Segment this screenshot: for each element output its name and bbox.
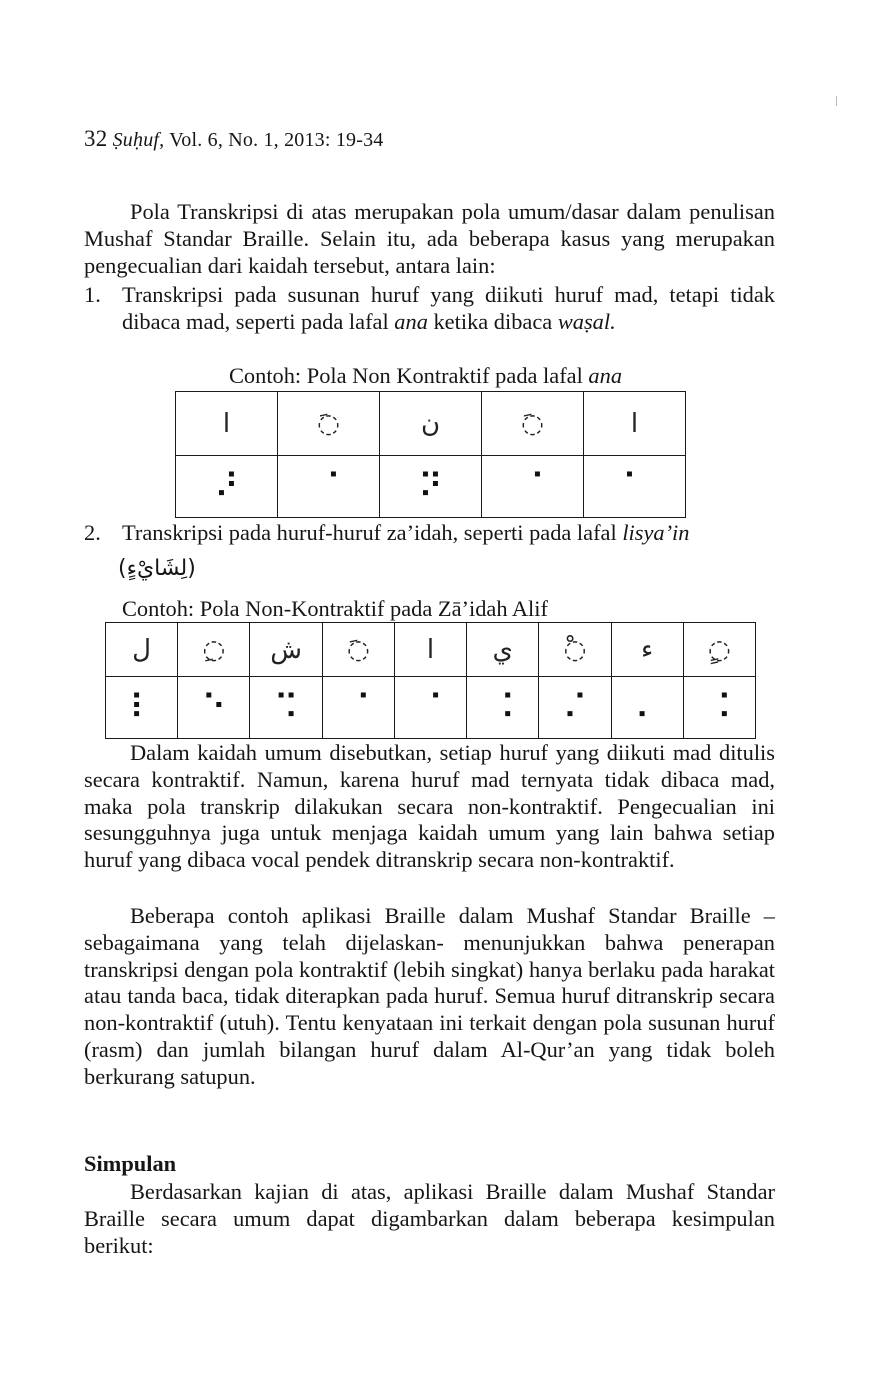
list-item-1-text: Transkripsi pada susunan huruf yang diikuti huruf mad, tetapi tidak dibaca mad, seperti pada lafal: [122, 282, 775, 334]
table2-letter: ء: [611, 623, 683, 677]
list-number-1: 1.: [84, 282, 101, 307]
table1-letter: ن: [380, 392, 482, 456]
conclusion-paragraph: Berdasarkan kajian di atas, aplikasi Braille dalam Mushaf Standar Braille secara umum dapat digambarkan dalam beberapa kesimpulan berikut:: [84, 1179, 775, 1258]
table1-letter: ا: [584, 392, 686, 456]
table1-letter-row: [176, 392, 686, 456]
table2-letter: ي: [467, 623, 539, 677]
list-item-1: [122, 282, 775, 336]
table2-braille-cell: ⠨: [683, 677, 755, 739]
list-item-1-text-mid: ketika dibaca: [427, 308, 558, 334]
list-item-1-term: ana: [394, 308, 428, 334]
table2-braille-cell: ⠄: [611, 677, 683, 739]
running-header: [84, 126, 384, 152]
table2-letter: ◌ِ: [178, 623, 250, 677]
table2-braille-cell: ⠈: [322, 677, 394, 739]
table2-braille-cell: ⠩: [250, 677, 322, 739]
list-item-2-text: Transkripsi pada huruf-huruf za’idah, seperti pada lafal: [122, 520, 623, 545]
section-heading-simpulan: Simpulan: [84, 1151, 177, 1176]
list-item-1-term-2: waṣal.: [557, 308, 616, 334]
table2-braille-cell: ⠨: [467, 677, 539, 739]
journal-name: Ṣuḥuf,: [112, 129, 165, 151]
table2-letter: ش: [250, 623, 322, 677]
body-paragraph-1: Dalam kaidah umum disebutkan, setiap huruf yang diikuti mad ditulis secara kontraktif. Namun, karena huruf mad ternyata tidak dibaca mad, maka pola transkrip dilakukan secara non-kontraktif. Pengecualian ini sesungguhnya juga untuk menjaga kaidah umum yang lain bahwa setiap huruf yang dibaca vocal pendek ditranskrip secara non-kontraktif.: [84, 740, 775, 873]
page-number: 32: [84, 126, 108, 151]
table2-braille-cell: ⠌: [539, 677, 611, 739]
list-number-2: 2.: [84, 520, 101, 545]
citation: Vol. 6, No. 1, 2013: 19-34: [169, 129, 384, 151]
table1-braille-cell: ⠜: [176, 456, 278, 518]
table1-braille-cell: ⠈: [278, 456, 380, 518]
table1-letter: ◌َ: [278, 392, 380, 456]
list-item-2-term: lisya’in: [622, 520, 690, 545]
braille-table-zaidah: [105, 622, 756, 739]
table2-braille-cell: ⠑: [178, 677, 250, 739]
table2-letter: ا: [394, 623, 466, 677]
list-item-2: [122, 520, 782, 547]
table1-braille-cell: ⠁: [584, 456, 686, 518]
table1-letter: ◌َ: [482, 392, 584, 456]
body-paragraph-2: Beberapa contoh aplikasi Braille dalam Mushaf Standar Braille –sebagaimana yang telah dijelaskan- menunjukkan bahwa penerapan transkripsi dengan pola kontraktif (lebih singkat) hanya berlaku pada harakat atau tanda baca, tidak diterapkan pada huruf. Semua huruf ditranskrip secara non-kontraktif (utuh). Tentu kenyataan ini terkait dengan pola susunan huruf (rasm) dan jumlah bilangan huruf dalam Al-Qur’an yang tidak boleh berkurang satupun.: [84, 903, 775, 1089]
table2-letter: ◌ٍ: [683, 623, 755, 677]
intro-paragraph: Pola Transkripsi di atas merupakan pola umum/dasar dalam penulisan Mushaf Standar Braille. Selain itu, ada beberapa kasus yang merupakan pengecualian dari kaidah tersebut, antara lain:: [84, 199, 775, 278]
table2-braille-row: [106, 677, 756, 739]
table1-caption: [229, 363, 622, 389]
table2-letter-row: [106, 623, 756, 677]
table2-braille-cell: ⠇: [106, 677, 178, 739]
table1-caption-term: ana: [588, 363, 623, 388]
table2-letter: ◌ْ: [539, 623, 611, 677]
arabic-word: (لِشَايْءٍ): [118, 556, 196, 581]
braille-table-ana: [175, 391, 686, 518]
table1-braille-cell: ⠈: [482, 456, 584, 518]
table2-letter: ل: [106, 623, 178, 677]
table1-letter: ا: [176, 392, 278, 456]
table2-letter: ◌َ: [322, 623, 394, 677]
table2-braille-cell: ⠈: [394, 677, 466, 739]
table1-braille-cell: ⠝: [380, 456, 482, 518]
table1-caption-text: Contoh: Pola Non Kontraktif pada lafal: [229, 363, 589, 388]
table2-caption: Contoh: Pola Non-Kontraktif pada Zā’idah Alif: [122, 596, 548, 621]
scan-margin-mark: [836, 96, 837, 106]
table1-braille-row: [176, 456, 686, 518]
